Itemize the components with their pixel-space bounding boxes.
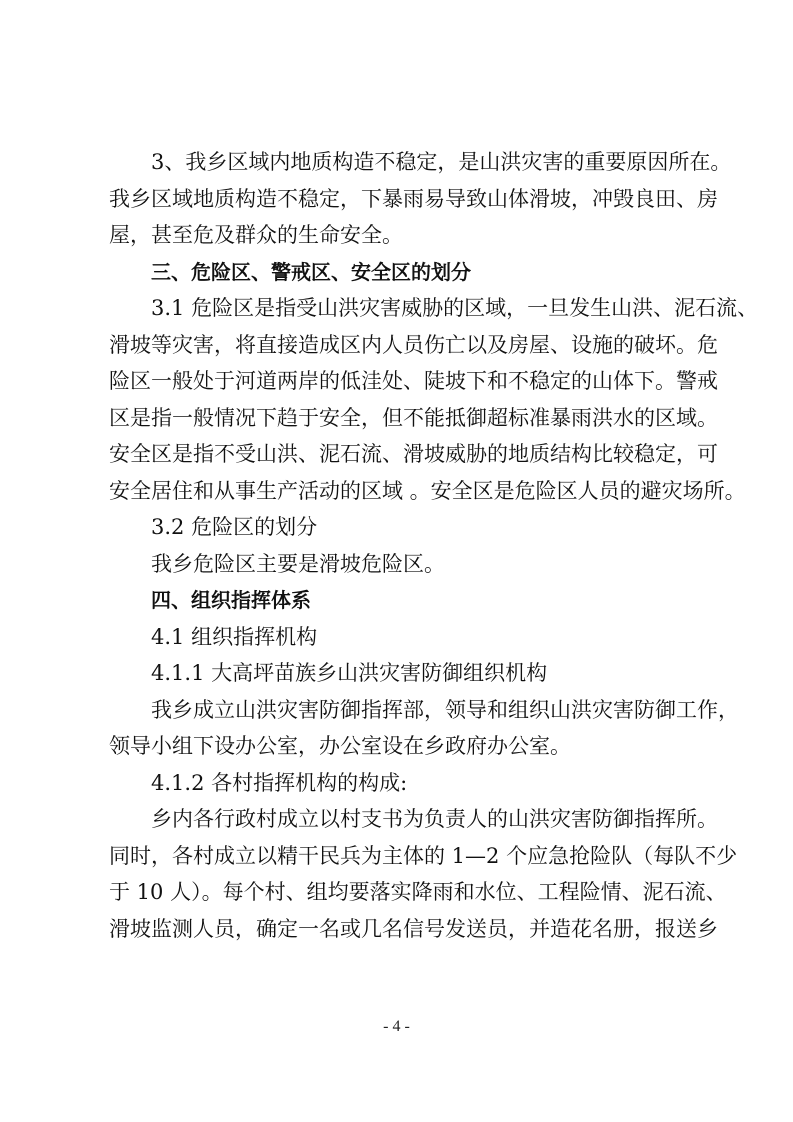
text-line: 乡内各行政村成立以村支书为负责人的山洪灾害防御指挥所。 <box>151 807 718 831</box>
text-line: 3.1 危险区是指受山洪灾害威胁的区域，一旦发生山洪、泥石流、 <box>151 296 759 320</box>
text-line: 3、我乡区域内地质构造不稳定，是山洪灾害的重要原因所在。 <box>151 150 732 174</box>
text-line: 4.1.2 各村指挥机构的构成: <box>151 770 408 795</box>
section-heading: 三、危险区、警戒区、安全区的划分 <box>151 259 471 284</box>
text-line: 滑坡等灾害，将直接造成区内人员伤亡以及房屋、设施的破坏。危 <box>109 332 718 357</box>
text-line: 屋，甚至危及群众的生命安全。 <box>109 223 403 247</box>
text-line: 区是指一般情况下趋于安全，但不能抵御超标准暴雨洪水的区域。 <box>109 405 718 430</box>
text-line: 险区一般处于河道两岸的低洼处、陡坡下和不稳定的山体下。警戒 <box>109 369 718 393</box>
text-line: 滑坡监测人员，确定一名或几名信号发送员，并造花名册，报送乡 <box>109 916 718 941</box>
text-line: 安全居住和从事生产活动的区域 。安全区是危险区人员的避灾场所。 <box>109 478 746 503</box>
text-line: 3.2 危险区的划分 <box>151 515 318 539</box>
text-line: 同时，各村成立以精干民兵为主体的 1—2 个应急抢险队（每队不少 <box>109 843 738 868</box>
text-line: 于 10 人）。每个村、组均要落实降雨和水位、工程险情、泥石流、 <box>109 880 727 904</box>
text-line: 我乡区域地质构造不稳定，下暴雨易导致山体滑坡，冲毁良田、房 <box>109 186 718 211</box>
text-line: 我乡成立山洪灾害防御指挥部，领导和组织山洪灾害防御工作， <box>151 697 739 722</box>
page-number: - 4 - <box>383 1018 410 1035</box>
text-line: 我乡危险区主要是滑坡危险区。 <box>151 551 445 576</box>
text-line: 4.1 组织指挥机构 <box>151 624 318 649</box>
document-body <box>109 144 759 947</box>
text-line: 4.1.1 大高坪苗族乡山洪灾害防御组织机构 <box>151 661 548 685</box>
text-line: 安全区是指不受山洪、泥石流、滑坡威胁的地质结构比较稳定，可 <box>109 442 718 466</box>
text-line: 领导小组下设办公室，办公室设在乡政府办公室。 <box>109 734 571 758</box>
section-heading: 四、组织指挥体系 <box>151 588 311 612</box>
